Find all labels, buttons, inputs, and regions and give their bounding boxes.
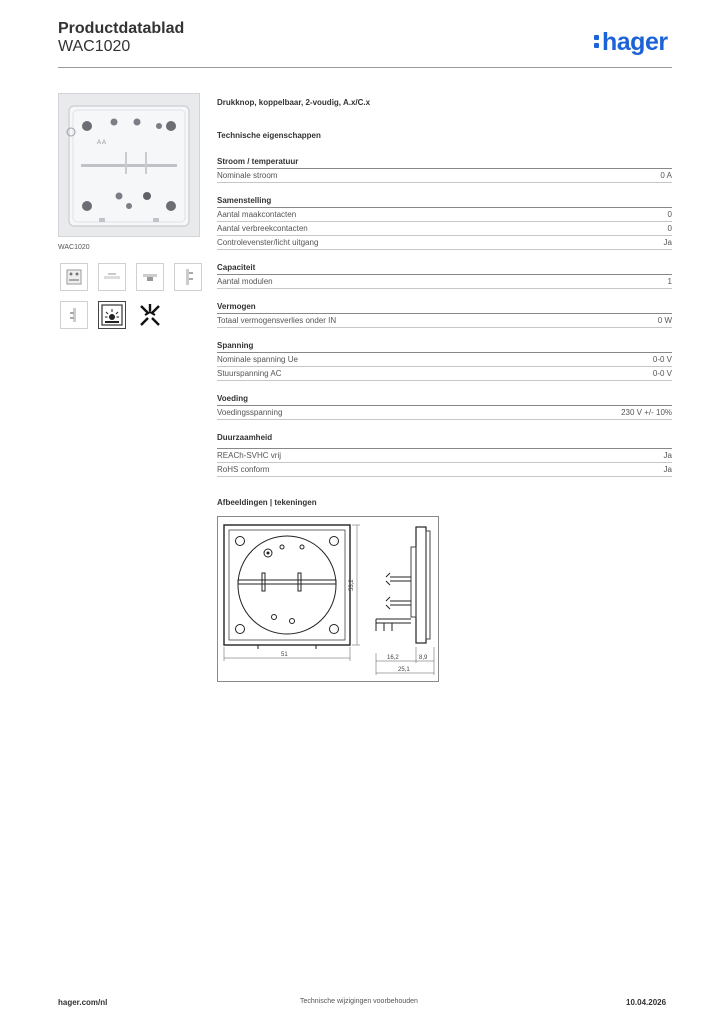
spec-label: REACh-SVHC vrij xyxy=(217,451,282,460)
drawings-heading: Afbeeldingen | tekeningen xyxy=(217,498,317,507)
spec-label: Nominale spanning Ue xyxy=(217,355,298,364)
spec-row xyxy=(217,169,672,183)
spec-label: Aantal modulen xyxy=(217,277,273,286)
footer-website-link[interactable]: hager.com/nl xyxy=(58,998,108,1007)
technical-properties-heading: Technische eigenschappen xyxy=(217,131,321,140)
spec-label: Stuurspanning AC xyxy=(217,369,282,378)
logo-mark-icon xyxy=(594,28,600,48)
product-photo xyxy=(58,93,200,237)
product-view-icon xyxy=(137,264,163,290)
spec-row xyxy=(217,222,672,236)
svg-text:A A: A A xyxy=(97,140,107,146)
header-divider xyxy=(58,67,672,68)
spec-row xyxy=(217,208,672,222)
spec-value: 0-0 V xyxy=(652,355,672,364)
dimension-width: 51 xyxy=(281,652,288,658)
spec-value: Ja xyxy=(663,238,672,247)
spec-label: Aantal verbreekcontacten xyxy=(217,224,308,233)
spec-value: 0 xyxy=(667,224,672,233)
section-title: Vermogen xyxy=(217,302,256,311)
footer-disclaimer: Technische wijzigingen voorbehouden xyxy=(300,998,418,1005)
thumbnail-back[interactable] xyxy=(98,263,126,291)
product-code: WAC1020 xyxy=(58,38,131,55)
dimension-depth-a: 16,2 xyxy=(387,655,399,661)
brand-logo[interactable] xyxy=(594,28,668,57)
section-title: Samenstelling xyxy=(217,196,272,205)
spec-value: 0 A xyxy=(660,171,672,180)
section-title: Spanning xyxy=(217,341,254,350)
section-title: Stroom / temperatuur xyxy=(217,157,299,166)
dimension-depth-total: 25,1 xyxy=(398,667,410,673)
spec-label: RoHS conform xyxy=(217,465,270,474)
connection-icon xyxy=(136,301,164,329)
spec-label: Voedingsspanning xyxy=(217,408,283,417)
light-indicator-icon xyxy=(99,302,125,328)
product-view-icon xyxy=(61,264,87,290)
spec-value: Ja xyxy=(663,465,672,474)
dimension-drawing xyxy=(218,517,438,681)
section-title: Capaciteit xyxy=(217,263,256,272)
product-view-icon xyxy=(175,264,201,290)
spec-row xyxy=(217,449,672,463)
brand-name: hager xyxy=(602,28,668,56)
spec-value: 230 V +/- 10% xyxy=(621,408,672,417)
spec-row xyxy=(217,314,672,328)
thumbnail-light-indicator[interactable] xyxy=(98,301,126,329)
technical-drawing xyxy=(217,516,439,682)
spec-row xyxy=(217,353,672,367)
dimension-height: 53,2 xyxy=(349,579,355,591)
photo-caption: WAC1020 xyxy=(58,244,90,251)
spec-label: Aantal maakcontacten xyxy=(217,210,297,219)
thumbnail-front[interactable] xyxy=(60,263,88,291)
spec-value: 1 xyxy=(667,277,672,286)
spec-row xyxy=(217,406,672,420)
section-title: Duurzaamheid xyxy=(217,433,273,442)
product-view-icon xyxy=(99,264,125,290)
section-title: Voeding xyxy=(217,394,248,403)
thumbnail-side[interactable] xyxy=(136,263,164,291)
spec-value: 0-0 V xyxy=(652,369,672,378)
spec-label: Controlevenster/licht uitgang xyxy=(217,238,319,247)
spec-label: Nominale stroom xyxy=(217,171,278,180)
document-title: Productdatablad xyxy=(58,20,185,37)
push-button-device-image xyxy=(59,94,199,236)
spec-value: 0 W xyxy=(657,316,672,325)
product-name: Drukknop, koppelbaar, 2-voudig, A.x/C.x xyxy=(217,98,371,107)
footer-date: 10.04.2026 xyxy=(626,998,667,1007)
thumbnail-detail[interactable] xyxy=(60,301,88,329)
spec-label: Totaal vermogensverlies onder IN xyxy=(217,316,337,325)
thumbnail-profile[interactable] xyxy=(174,263,202,291)
spec-row xyxy=(217,463,672,477)
spec-row xyxy=(217,236,672,250)
spec-value: 0 xyxy=(667,210,672,219)
product-view-icon xyxy=(61,302,87,328)
thumbnail-connection[interactable] xyxy=(136,301,164,329)
spec-row xyxy=(217,275,672,289)
spec-value: Ja xyxy=(663,451,672,460)
spec-row xyxy=(217,367,672,381)
dimension-depth-b: 8,9 xyxy=(419,655,428,661)
